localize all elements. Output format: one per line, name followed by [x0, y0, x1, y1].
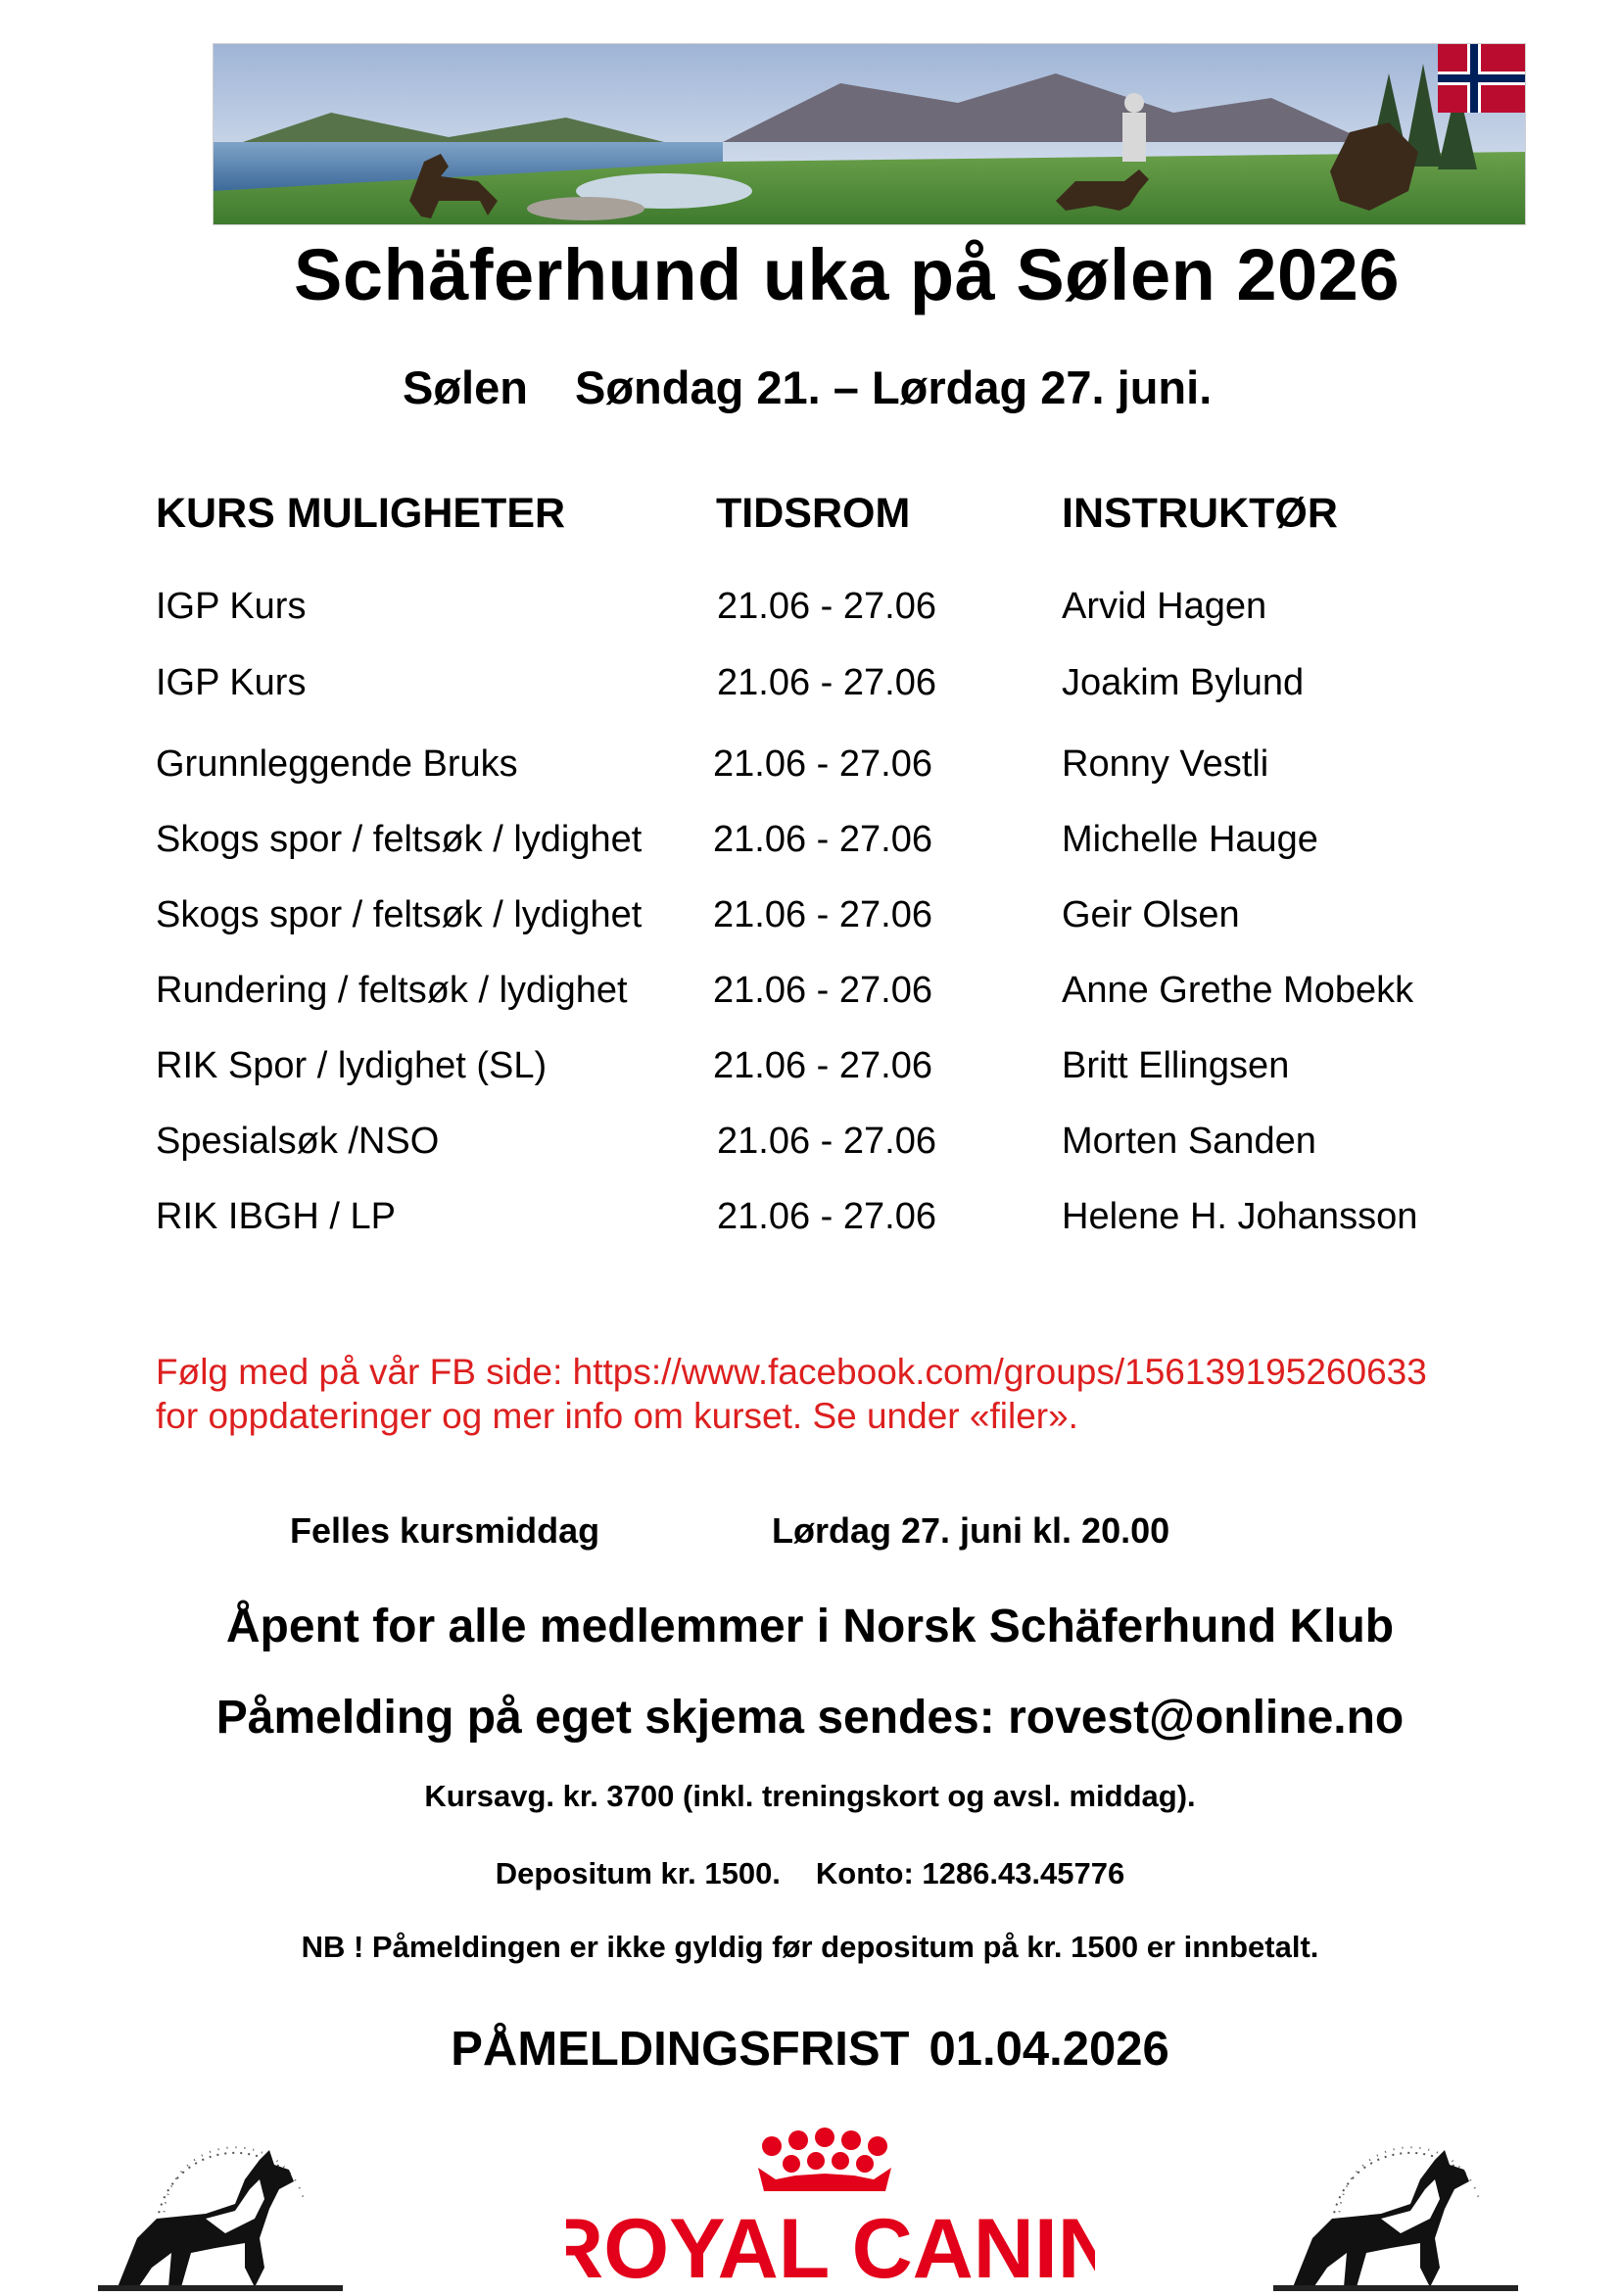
deposit-warning: NB ! Påmeldingen er ikke gyldig før depositum på kr. 1500 er innbetalt. — [301, 1930, 1319, 1964]
signup-deadline — [0, 2022, 1620, 2077]
course-period: 21.06 - 27.06 — [717, 662, 936, 703]
table-row — [0, 586, 1620, 645]
column-header-course: KURS MULIGHETER — [156, 490, 566, 537]
event-subtitle — [403, 360, 1212, 414]
course-instructor: Ronny Vestli — [1062, 743, 1269, 785]
course-name: IGP Kurs — [156, 586, 307, 627]
german-shepherd-logo-left — [98, 2121, 343, 2291]
course-period: 21.06 - 27.06 — [713, 743, 932, 785]
table-row — [0, 1196, 1620, 1255]
royal-canin-logo — [566, 2121, 1095, 2291]
column-header-instructor: INSTRUKTØR — [1062, 490, 1338, 537]
royal-canin-wordmark: ROYAL CANIN — [566, 2202, 1095, 2291]
table-row — [0, 1121, 1620, 1179]
course-name: Grunnleggende Bruks — [156, 743, 518, 785]
german-shepherd-logo-right — [1273, 2121, 1518, 2291]
course-name: RIK IBGH / LP — [156, 1196, 396, 1237]
course-instructor: Britt Ellingsen — [1062, 1045, 1290, 1086]
table-row — [0, 819, 1620, 878]
event-location: Sølen — [403, 361, 528, 413]
dinner-time: Lørdag 27. juni kl. 20.00 — [772, 1510, 1170, 1551]
facebook-note — [156, 1350, 1427, 1438]
facebook-note-text: for oppdateringer og mer info om kurset. Se under «filer». — [156, 1396, 1078, 1436]
table-row — [0, 743, 1620, 802]
course-period: 21.06 - 27.06 — [713, 894, 932, 935]
course-period: 21.06 - 27.06 — [713, 970, 932, 1011]
course-instructor: Joakim Bylund — [1062, 662, 1305, 703]
deposit-info — [0, 1856, 1620, 1891]
bank-account: Konto: 1286.43.45776 — [815, 1856, 1125, 1890]
membership-note: Åpent for alle medlemmer i Norsk Schäferhund Klub — [225, 1601, 1395, 1652]
course-instructor: Geir Olsen — [1062, 894, 1240, 935]
course-period: 21.06 - 27.06 — [717, 586, 936, 627]
deposit-amount: Depositum kr. 1500. — [495, 1856, 781, 1890]
course-name: Spesialsøk /NSO — [156, 1121, 440, 1162]
facebook-link-text[interactable]: Følg med på vår FB side: https://www.facebook.com/groups/156139195260633 — [156, 1352, 1427, 1392]
deadline-date: 01.04.2026 — [929, 2023, 1169, 2076]
table-row — [0, 970, 1620, 1028]
page-title: Schäferhund uka på Sølen 2026 — [294, 234, 1400, 315]
course-name: IGP Kurs — [156, 662, 307, 703]
course-instructor: Arvid Hagen — [1062, 586, 1267, 627]
deadline-label: PÅMELDINGSFRIST — [451, 2023, 910, 2076]
table-row — [0, 662, 1620, 721]
table-row — [0, 1045, 1620, 1104]
course-period: 21.06 - 27.06 — [713, 1045, 932, 1086]
signup-note: Påmelding på eget skjema sendes: rovest@online.no — [215, 1692, 1405, 1744]
column-header-period: TIDSROM — [716, 490, 911, 537]
course-instructor: Morten Sanden — [1062, 1121, 1316, 1162]
course-name: Rundering / feltsøk / lydighet — [156, 970, 628, 1011]
course-period: 21.06 - 27.06 — [717, 1196, 936, 1237]
course-instructor: Michelle Hauge — [1062, 819, 1318, 860]
dinner-label: Felles kursmiddag — [290, 1510, 600, 1551]
course-fee: Kursavg. kr. 3700 (inkl. treningskort og avsl. middag). — [424, 1779, 1196, 1813]
table-row — [0, 894, 1620, 953]
course-name: Skogs spor / feltsøk / lydighet — [156, 894, 643, 935]
course-name: RIK Spor / lydighet (SL) — [156, 1045, 548, 1086]
course-period: 21.06 - 27.06 — [713, 819, 932, 860]
course-instructor: Anne Grethe Mobekk — [1062, 970, 1414, 1011]
course-instructor: Helene H. Johansson — [1062, 1196, 1418, 1237]
course-name: Skogs spor / feltsøk / lydighet — [156, 819, 643, 860]
event-dates: Søndag 21. – Lørdag 27. juni. — [574, 361, 1213, 413]
header-banner-image — [213, 43, 1526, 225]
course-period: 21.06 - 27.06 — [717, 1121, 936, 1162]
